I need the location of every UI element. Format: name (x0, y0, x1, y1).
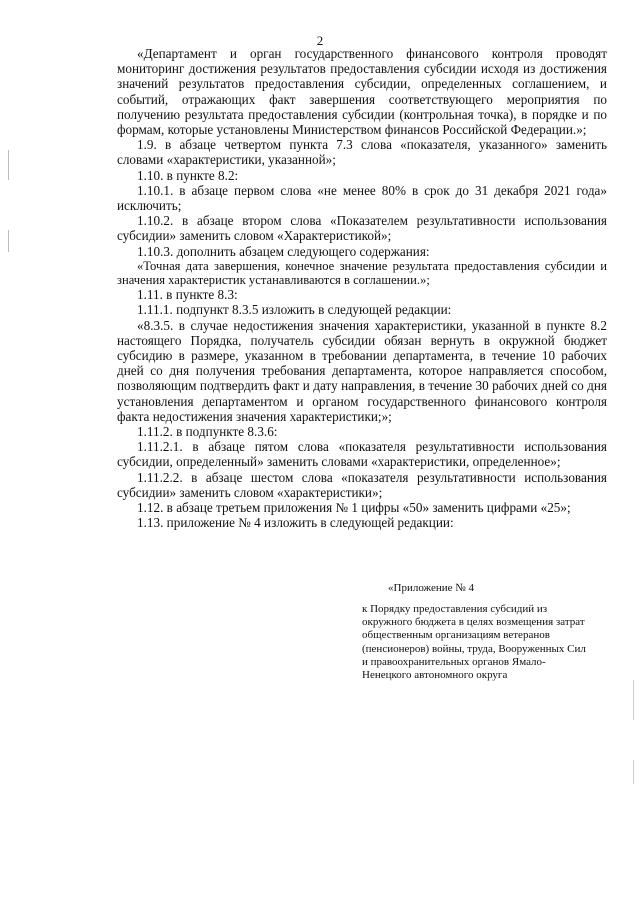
paragraph-monitoring: «Департамент и орган государственного финансового контроля проводят мониторинг достижения результатов предоставления субсидии исходя из достижения значений результатов предоставления субсидии, определенных соглашением, и событий, отражающих факт завершения соответствующего мероприятия по получению результата предоставления субсидии (контрольная точка), в порядке и по формам, которые установлены Министерством финансов Российской Федерации.»; (117, 46, 607, 138)
paragraph-1-11-1: 1.11.1. подпункт 8.3.5 изложить в следующей редакции: (137, 302, 452, 318)
paragraph-8-3-5: «8.3.5. в случае недостижения значения характеристики, указанной в пункте 8.2 настоящего Порядка, получатель субсидии обязан вернуть в окружной бюджет субсидию в размере, указанном в требовании департамента, в течение 10 рабочих дней со дня получения требования департамента, которое направляется способом, позволяющим подтвердить факт и дату направления, в течение 30 рабочих дней со дня установления департаментом и органом государственного финансового контроля факта недостижения значения характеристики;»; (117, 317, 607, 424)
paragraph-1-10-3: 1.10.3. дополнить абзацем следующего содержания: (137, 243, 430, 259)
paragraph-1-10: 1.10. в пункте 8.2: (137, 167, 239, 183)
page-number: 2 (316, 33, 324, 48)
scan-margin-mark (8, 230, 9, 252)
appendix-caption: к Порядку предоставления субсидий из окружного бюджета в целях возмещения затрат общественным организациям ветеранов (пенсионеров) войны, труда, Вооруженных Сил и правоохранительных органов Ямало-Ненецкого автономного округа (362, 603, 586, 682)
scan-margin-mark (633, 760, 634, 784)
paragraph-1-10-2: 1.10.2. в абзаце втором слова «Показателем результативности использования субсидии» заменить словом «Характеристикой»; (117, 213, 607, 244)
scan-margin-mark (633, 680, 634, 720)
paragraph-1-11-2: 1.11.2. в подпункте 8.3.6: (137, 424, 278, 440)
scan-margin-mark (8, 150, 9, 180)
paragraph-1-11-2-2: 1.11.2.2. в абзаце шестом слова «показателя результативности использования субсидии» заменить словом «характеристики»; (117, 469, 607, 500)
paragraph-1-11-2-1: 1.11.2.1. в абзаце пятом слова «показателя результативности использования субсидии, определенный» заменить словами «характеристики, определенное»; (117, 439, 607, 470)
paragraph-1-12: 1.12. в абзаце третьем приложения № 1 цифры «50» заменить цифрами «25»; (137, 500, 571, 516)
paragraph-exact-date: «Точная дата завершения, конечное значение результата предоставления субсидии и значения характеристик устанавливаются в соглашении.»; (117, 258, 607, 288)
paragraph-1-11: 1.11. в пункте 8.3: (137, 287, 238, 303)
paragraph-1-13: 1.13. приложение № 4 изложить в следующей редакции: (137, 515, 454, 531)
paragraph-1-9: 1.9. в абзаце четвертом пункта 7.3 слова «показателя, указанного» заменить словами «характеристики, указанной»; (117, 137, 607, 168)
appendix-title: «Приложение № 4 (388, 582, 475, 594)
document-body (117, 46, 607, 531)
paragraph-1-10-1: 1.10.1. в абзаце первом слова «не менее 80% в срок до 31 декабря 2021 года» исключить; (117, 182, 607, 214)
